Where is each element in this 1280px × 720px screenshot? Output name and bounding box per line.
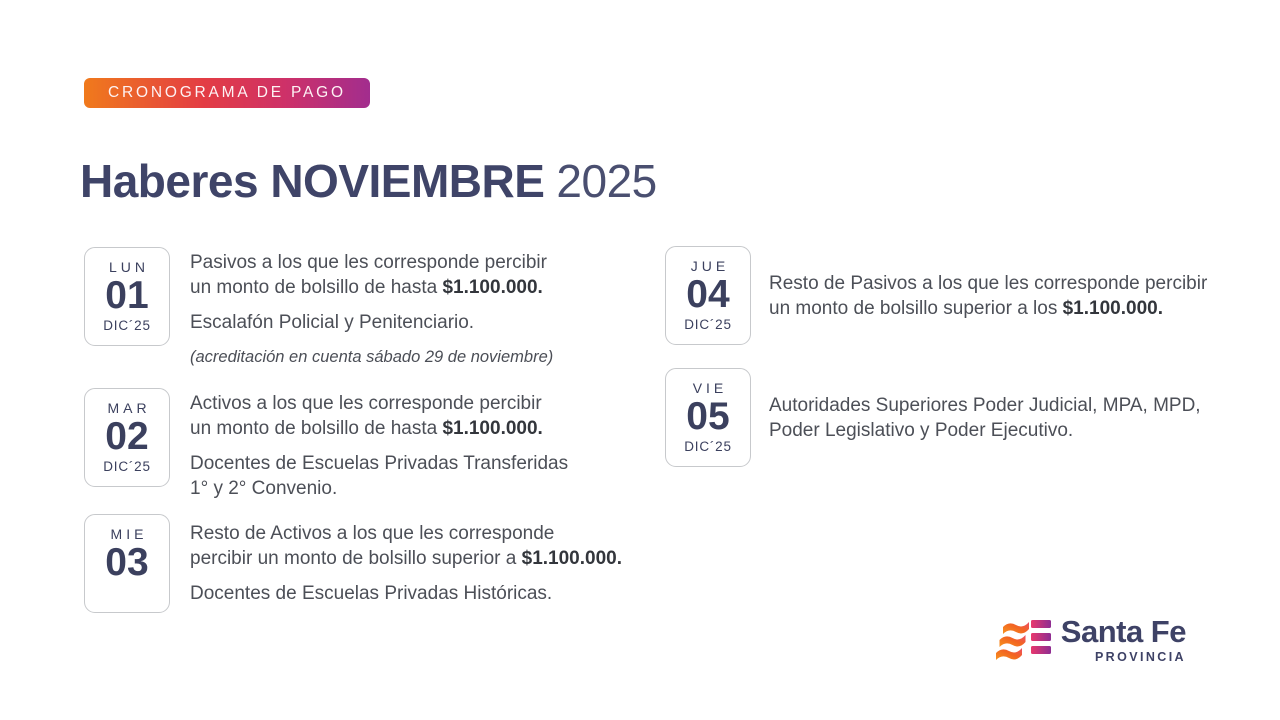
entry-line: Docentes de Escuelas Privadas Transferidas	[190, 453, 569, 474]
day-number: 05	[686, 395, 730, 439]
entry-text	[190, 521, 622, 606]
entry-text	[190, 250, 553, 370]
entry-note-line: (acreditación en cuenta sábado 29 de noviembre)	[190, 348, 554, 366]
entry-line: Autoridades Superiores Poder Judicial, MPA, MPD,	[769, 394, 1201, 416]
entry-line: Pasivos a los que les corresponde percibir	[190, 252, 547, 273]
weekday-label: LUN	[108, 258, 149, 275]
month-label: DIC´25	[684, 439, 732, 455]
entry-line: Activos a los que les corresponde percibir	[190, 393, 542, 414]
schedule-entry	[84, 247, 553, 370]
entry-line: un monto de bolsillo superior a los $1.100.000.	[769, 297, 1163, 319]
day-number: 02	[105, 415, 149, 459]
date-card	[84, 514, 170, 613]
weekday-label: MAR	[107, 399, 151, 416]
entry-line: Escalafón Policial y Penitenciario.	[190, 312, 475, 333]
page-title	[80, 156, 657, 207]
title-main: Haberes NOVIEMBRE	[80, 155, 545, 207]
entry-line: 1° y 2° Convenio.	[190, 478, 338, 499]
date-card	[665, 368, 751, 467]
entry-line: un monto de bolsillo de hasta $1.100.000.	[190, 418, 543, 439]
entry-line: Resto de Activos a los que les corresponde	[190, 523, 555, 544]
cronograma-badge	[84, 78, 370, 108]
entry-text	[190, 391, 568, 501]
day-number: 04	[686, 273, 730, 317]
day-number: 01	[105, 274, 149, 318]
weekday-label: JUE	[690, 257, 730, 274]
logo-subtitle: PROVINCIA	[1094, 650, 1186, 664]
schedule-entry	[84, 388, 568, 501]
month-label: DIC´25	[684, 317, 732, 333]
santa-fe-logo	[996, 616, 1186, 664]
schedule-entry	[84, 514, 622, 613]
entry-line: Poder Legislativo y Poder Ejecutivo.	[769, 419, 1074, 441]
badge-label: CRONOGRAMA DE PAGO	[108, 84, 346, 101]
entry-text	[769, 393, 1201, 443]
logo-text	[1061, 616, 1186, 664]
month-label: DIC´25	[103, 318, 151, 334]
date-card	[84, 388, 170, 487]
entry-line: Resto de Pasivos a los que les corresponde percibir	[769, 272, 1208, 294]
date-card	[84, 247, 170, 346]
entry-text	[769, 271, 1207, 321]
entry-line: percibir un monto de bolsillo superior a $1.100.000.	[190, 548, 622, 569]
month-label: DIC´25	[103, 459, 151, 475]
date-card	[665, 246, 751, 345]
schedule-entry	[665, 368, 1201, 467]
day-number: 03	[105, 541, 149, 585]
entry-line: un monto de bolsillo de hasta $1.100.000.	[190, 277, 543, 298]
santa-fe-flag-icon	[996, 616, 1052, 664]
title-year: 2025	[556, 155, 657, 207]
logo-brand: Santa Fe	[1060, 614, 1186, 649]
entry-line: Docentes de Escuelas Privadas Históricas.	[190, 583, 553, 604]
weekday-label: MIE	[110, 525, 148, 542]
schedule-entry	[665, 246, 1207, 345]
weekday-label: VIE	[692, 379, 728, 396]
